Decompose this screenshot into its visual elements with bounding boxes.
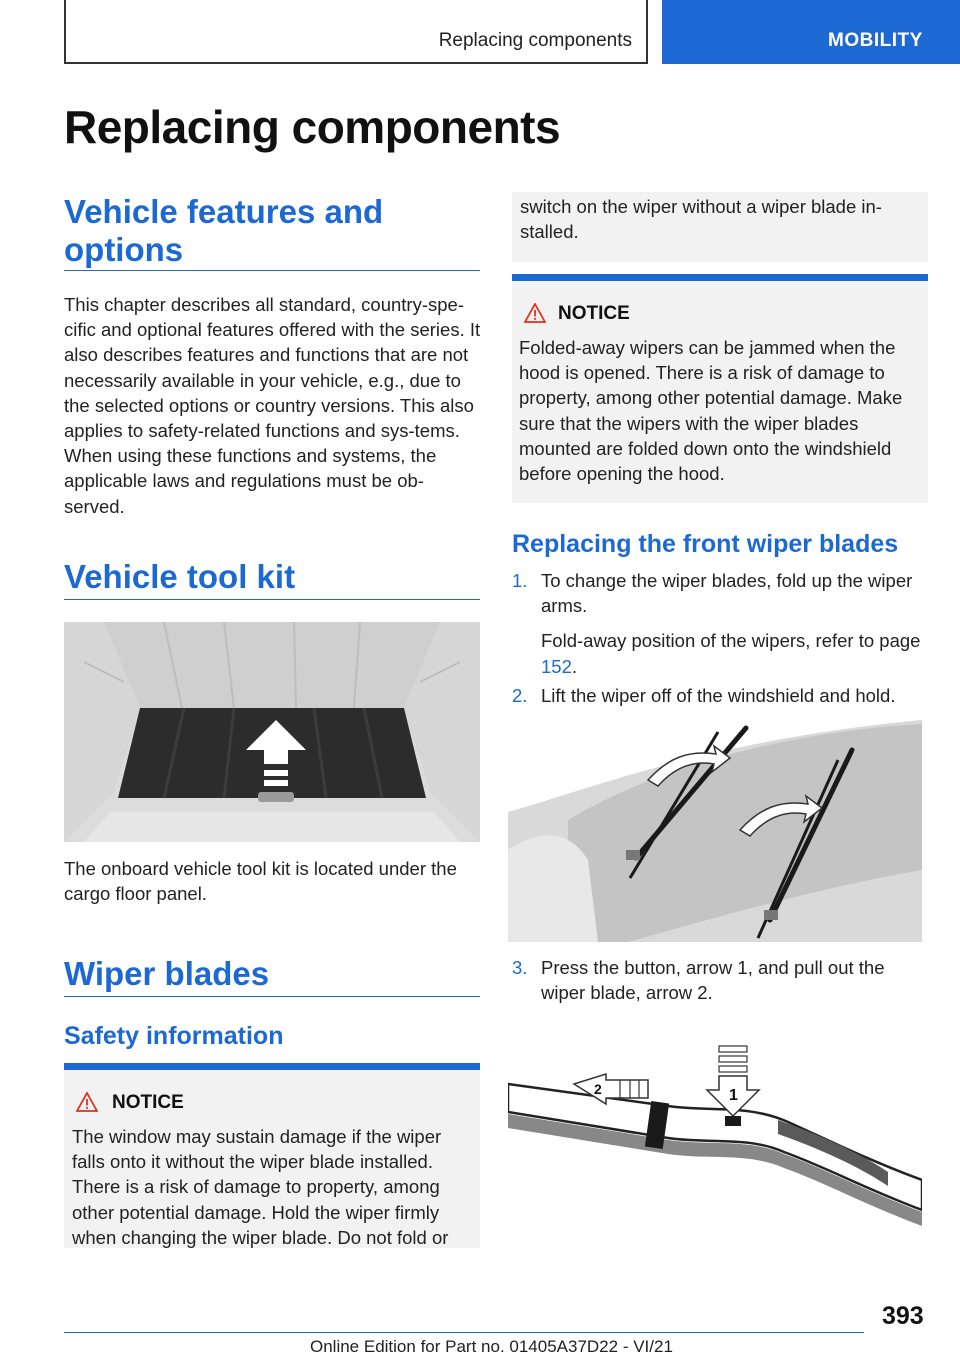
wiper-rule: [64, 996, 480, 997]
notice1-cont-box: [512, 192, 928, 262]
step-2: [512, 683, 932, 708]
notice1-cont-text: switch on the wiper without a wiper blade in-stalled.: [520, 196, 882, 243]
page-number: 393: [882, 1302, 924, 1330]
header-chapter-label: MOBILITY: [828, 30, 923, 51]
features-text: This chapter describes all standard, country-spe-cific and optional features offered with the series. It also describes features and functions that are not necessarily available in your vehicle, e.g., due to the selected options or country versions. This also applies to safety-related functions and sys-tems. When using these functions and systems, the applicable laws and regulations must be ob-served.: [64, 294, 481, 517]
header-section-title: Replacing components: [438, 30, 632, 51]
page-reference-link[interactable]: 152: [541, 655, 572, 677]
wiper-foldup-illustration: [508, 720, 922, 942]
wiper-blade-removal-illustration: [508, 1040, 922, 1280]
notice2-label: NOTICE: [558, 303, 630, 324]
notice2-box: [512, 281, 928, 503]
notice1-text: The window may sustain damage if the wiper falls onto it without the wiper blade installed. There is a risk of damage to property, among other potential damage. Hold the wiper firmly when changing the wiper blade. Do not fold or: [72, 1126, 449, 1248]
wiper-heading: Wiper blades: [64, 955, 270, 992]
step-1-subtext: [541, 628, 932, 678]
footer-rule: [64, 1332, 864, 1333]
toolkit-rule: [64, 599, 480, 600]
step-3-number: 3.: [512, 957, 528, 978]
step-1-text: To change the wiper blades, fold up the wiper arms.: [541, 570, 913, 617]
arrow-2-label: 2: [594, 1081, 602, 1097]
step-3-text: Press the button, arrow 1, and pull out the wiper blade, arrow 2.: [541, 957, 885, 1004]
header-section-box: [64, 0, 648, 64]
edition-note: Online Edition for Part no. 01405A37D22 - VI/21: [310, 1337, 673, 1356]
notice1-bar: [64, 1063, 480, 1070]
notice1-box: [64, 1070, 480, 1248]
warning-triangle-icon: [524, 303, 546, 323]
header-chapter-tab: [662, 0, 960, 64]
features-heading: Vehicle features and options: [64, 193, 384, 268]
notice1-label: NOTICE: [112, 1092, 184, 1113]
toolkit-text: The onboard vehicle tool kit is located under the cargo floor panel.: [64, 858, 457, 905]
warning-triangle-icon: [76, 1092, 98, 1112]
toolkit-cargo-illustration: [64, 622, 480, 842]
features-section: [64, 193, 480, 269]
step-1-number: 1.: [512, 570, 528, 591]
step-2-text: Lift the wiper off of the windshield and hold.: [541, 685, 896, 706]
arrow-1-label: 1: [729, 1087, 738, 1104]
safety-heading: Safety information: [64, 1022, 284, 1050]
notice2-bar: [512, 274, 928, 281]
notice2-text: Folded-away wipers can be jammed when the hood is opened. There is a risk of damage to property, among other potential damage. Make sure that the wipers with the wiper blades mounted are folded down onto the windshield before opening the hood.: [519, 337, 903, 485]
step-1: [512, 568, 932, 679]
step-1-period: .: [571, 655, 578, 677]
step-3: [512, 955, 932, 1005]
features-rule: [64, 270, 480, 271]
page-title: Replacing components: [64, 101, 561, 153]
step-1-sub: Fold-away position of the wipers, refer to page: [541, 630, 921, 652]
replace-heading: Replacing the front wiper blades: [512, 530, 899, 558]
toolkit-heading: Vehicle tool kit: [64, 558, 296, 595]
step-2-number: 2.: [512, 685, 528, 706]
